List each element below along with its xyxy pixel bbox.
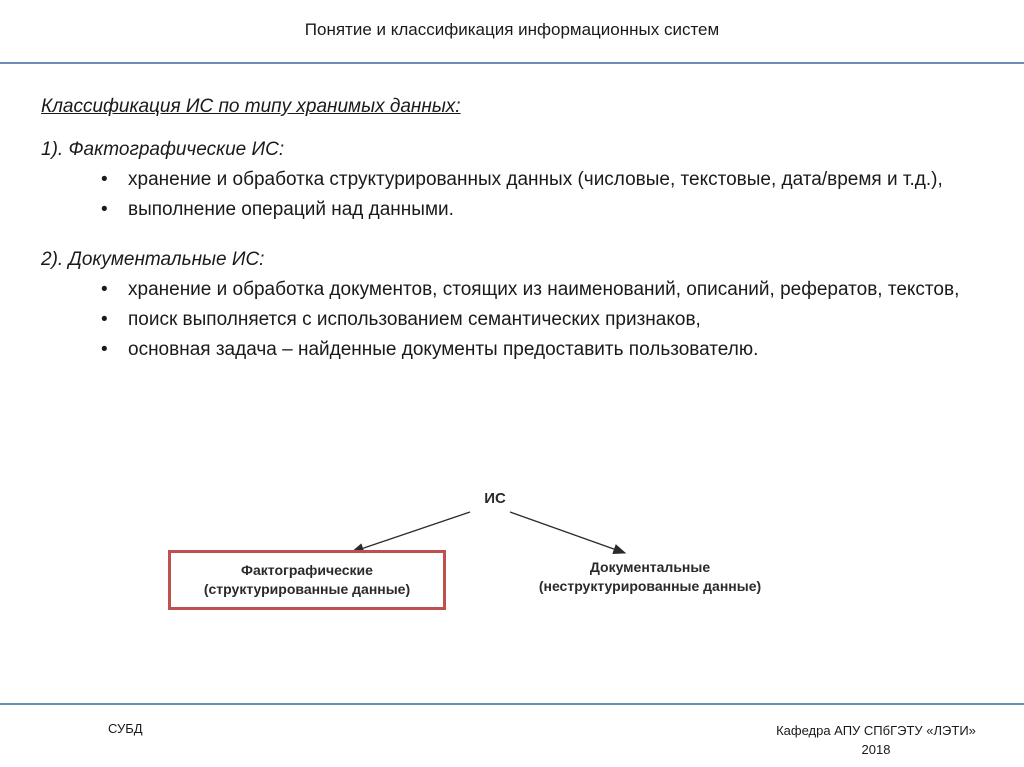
- page-title: Понятие и классификация информационных систем: [304, 20, 720, 39]
- list-item: • поиск выполняется с использованием семантических признаков,: [128, 305, 991, 335]
- node-subtitle: (структурированные данные): [203, 581, 411, 597]
- classification-diagram: [0, 480, 1024, 630]
- slide-content: [41, 92, 991, 365]
- footer-department: [746, 721, 1006, 759]
- node-subtitle: (неструктурированные данные): [538, 578, 762, 594]
- node-title: Фактографические: [241, 562, 373, 578]
- list-item: • хранение и обработка структурированных данных (числовые, текстовые, дата/время и т.д.),: [128, 165, 991, 195]
- section-factographic: [41, 135, 991, 225]
- section-heading: 1). Фактографические ИС:: [41, 139, 285, 160]
- bullet-list: [41, 275, 991, 365]
- diagram-node-factographic: [168, 550, 446, 610]
- arrow-to-factographic: [352, 512, 470, 552]
- diagram-root-node: ИС: [484, 490, 506, 507]
- arrow-to-documentary: [510, 512, 625, 553]
- bullet-list: [41, 165, 991, 225]
- classification-subtitle: Классификация ИС по типу хранимых данных:: [41, 96, 461, 117]
- list-item: • выполнение операций над данными.: [128, 195, 991, 225]
- footer-department-name: Кафедра АПУ СПбГЭТУ «ЛЭТИ»: [776, 723, 976, 738]
- footer-year: 2018: [861, 742, 891, 757]
- footer-divider: [0, 703, 1024, 705]
- footer-course: СУБД: [108, 721, 143, 736]
- list-item: • основная задача – найденные документы предоставить пользователю.: [128, 335, 991, 365]
- diagram-node-documentary: [500, 558, 800, 596]
- section-documentary: [41, 245, 991, 365]
- section-heading: 2). Документальные ИС:: [41, 249, 265, 270]
- list-item: • хранение и обработка документов, стоящих из наименований, описаний, рефератов, текстов,: [128, 275, 991, 305]
- node-title: Документальные: [589, 559, 711, 575]
- header-divider: [0, 62, 1024, 64]
